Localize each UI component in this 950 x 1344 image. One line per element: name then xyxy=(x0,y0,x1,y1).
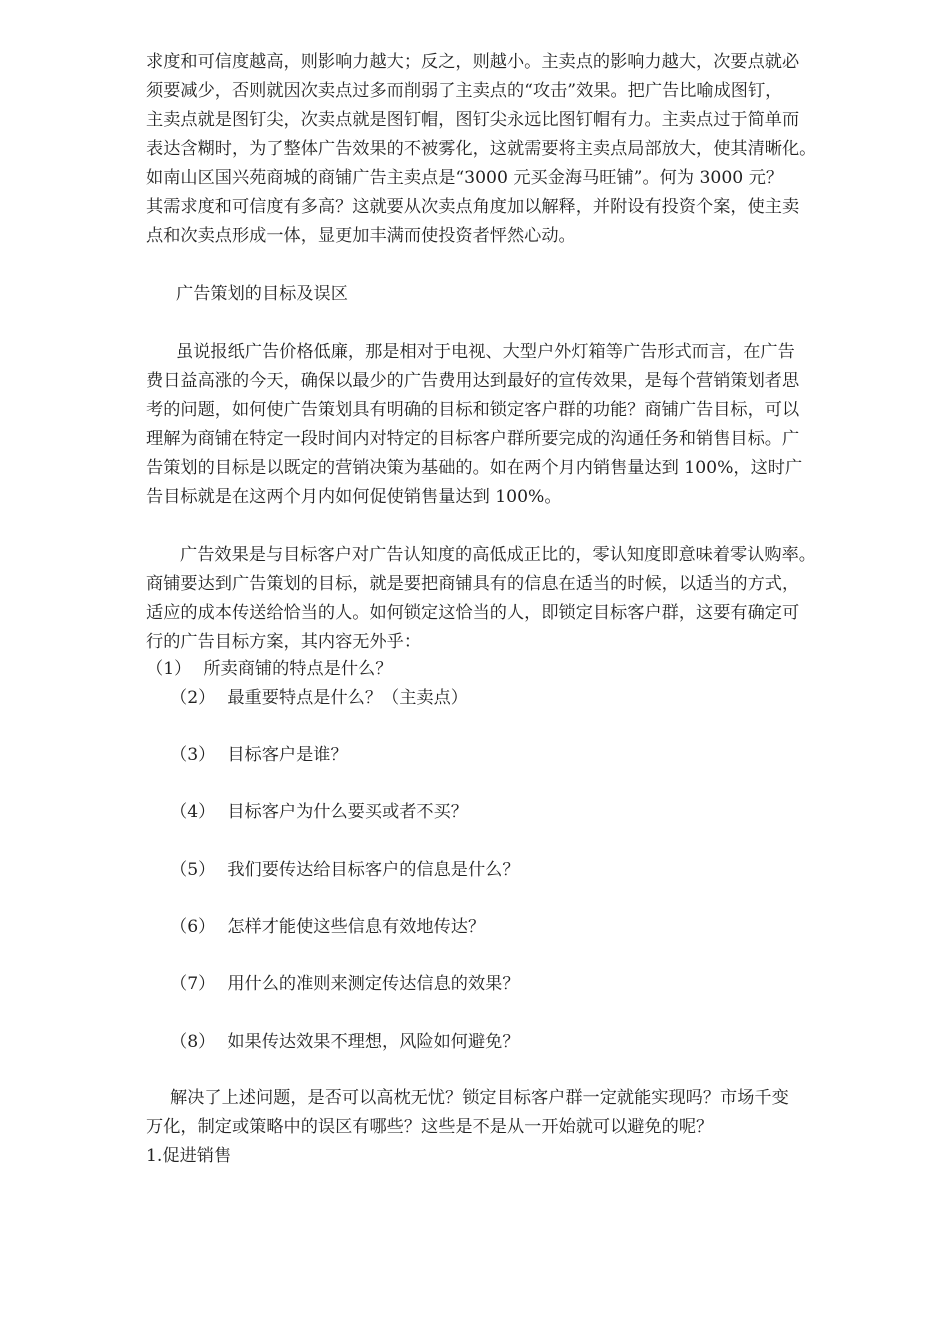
paragraph-line: 行的广告目标方案，其内容无外乎： xyxy=(146,632,422,652)
section-title: 1.促进销售 xyxy=(146,1146,232,1166)
list-item-number: （3） xyxy=(170,745,216,765)
paragraph-line: 解决了上述问题，是否可以高枕无忧？锁定目标客户群一定就能实现吗？市场千变 xyxy=(170,1088,789,1108)
list-item xyxy=(170,970,520,999)
list-item-text: 最重要特点是什么？（主卖点） xyxy=(227,688,468,708)
paragraph-line: 其需求度和可信度有多高？这就要从次卖点角度加以解释，并附设有投资个案，使主卖 xyxy=(146,197,800,217)
list-item-text: 怎样才能使这些信息有效地传达？ xyxy=(227,917,486,937)
list-item xyxy=(170,1028,520,1057)
list-item xyxy=(170,856,520,885)
list-item-text: 目标客户为什么要买或者不买？ xyxy=(227,802,468,822)
list-item-number: （5） xyxy=(170,860,216,880)
list-item-number: （6） xyxy=(170,917,216,937)
list-item-text: 用什么的准则来测定传达信息的效果？ xyxy=(227,974,520,994)
list-item xyxy=(170,798,468,827)
paragraph-line: 表达含糊时，为了整体广告效果的不被雾化，这就需要将主卖点局部放大，使其清晰化。 xyxy=(146,139,817,159)
paragraph-line: 告目标就是在这两个月内如何促使销售量达到 100%。 xyxy=(146,487,562,507)
list-item-text: 我们要传达给目标客户的信息是什么？ xyxy=(227,860,520,880)
paragraph-line: 费日益高涨的今天，确保以最少的广告费用达到最好的宣传效果，是每个营销策划者思 xyxy=(146,371,800,391)
list-item xyxy=(170,741,348,770)
list-item-text: 如果传达效果不理想，风险如何避免？ xyxy=(227,1032,520,1052)
paragraph-line: 广告效果是与目标客户对广告认知度的高低成正比的，零认知度即意味着零认购率。 xyxy=(180,545,816,565)
paragraph-line: 考的问题，如何使广告策划具有明确的目标和锁定客户群的功能？商铺广告目标，可以 xyxy=(146,400,800,420)
paragraph-line: 商铺要达到广告策划的目标，就是要把商铺具有的信息在适当的时候，以适当的方式， xyxy=(146,574,800,594)
list-item-text: 所卖商铺的特点是什么？ xyxy=(203,659,393,679)
paragraph-line: 须要减少，否则就因次卖点过多而削弱了主卖点的“攻击”效果。把广告比喻成图钉， xyxy=(146,81,783,101)
paragraph-line: 如南山区国兴苑商城的商铺广告主卖点是“3000 元买金海马旺铺”。何为 3000 元？ xyxy=(146,168,784,188)
paragraph-line: 虽说报纸广告价格低廉，那是相对于电视、大型户外灯箱等广告形式而言，在广告 xyxy=(176,342,795,362)
list-item-number: （2） xyxy=(170,688,216,708)
list-item-text: 目标客户是谁？ xyxy=(227,745,348,765)
section-heading: 广告策划的目标及误区 xyxy=(176,284,348,304)
list-item-number: （7） xyxy=(170,974,216,994)
list-item-number: （8） xyxy=(170,1032,216,1052)
paragraph-line: 万化，制定或策略中的误区有哪些？这些是不是从一开始就可以避免的呢？ xyxy=(146,1117,714,1137)
paragraph-line: 适应的成本传送给恰当的人。如何锁定这恰当的人，即锁定目标客户群，这要有确定可 xyxy=(146,603,800,623)
paragraph-line: 求度和可信度越高，则影响力越大；反之，则越小。主卖点的影响力越大，次要点就必 xyxy=(146,52,800,72)
paragraph-line: 理解为商铺在特定一段时间内对特定的目标客户群所要完成的沟通任务和销售目标。广 xyxy=(146,429,800,449)
list-item xyxy=(146,655,392,684)
list-item-number: （1） xyxy=(146,659,192,679)
paragraph-line: 告策划的目标是以既定的营销决策为基础的。如在两个月内销售量达到 100%，这时广 xyxy=(146,458,803,478)
list-item xyxy=(170,684,468,713)
list-item-number: （4） xyxy=(170,802,216,822)
list-item xyxy=(170,913,485,942)
paragraph-line: 主卖点就是图钉尖，次卖点就是图钉帽，图钉尖永远比图钉帽有力。主卖点过于简单而 xyxy=(146,110,800,130)
paragraph-line: 点和次卖点形成一体，显更加丰满而使投资者怦然心动。 xyxy=(146,226,576,246)
